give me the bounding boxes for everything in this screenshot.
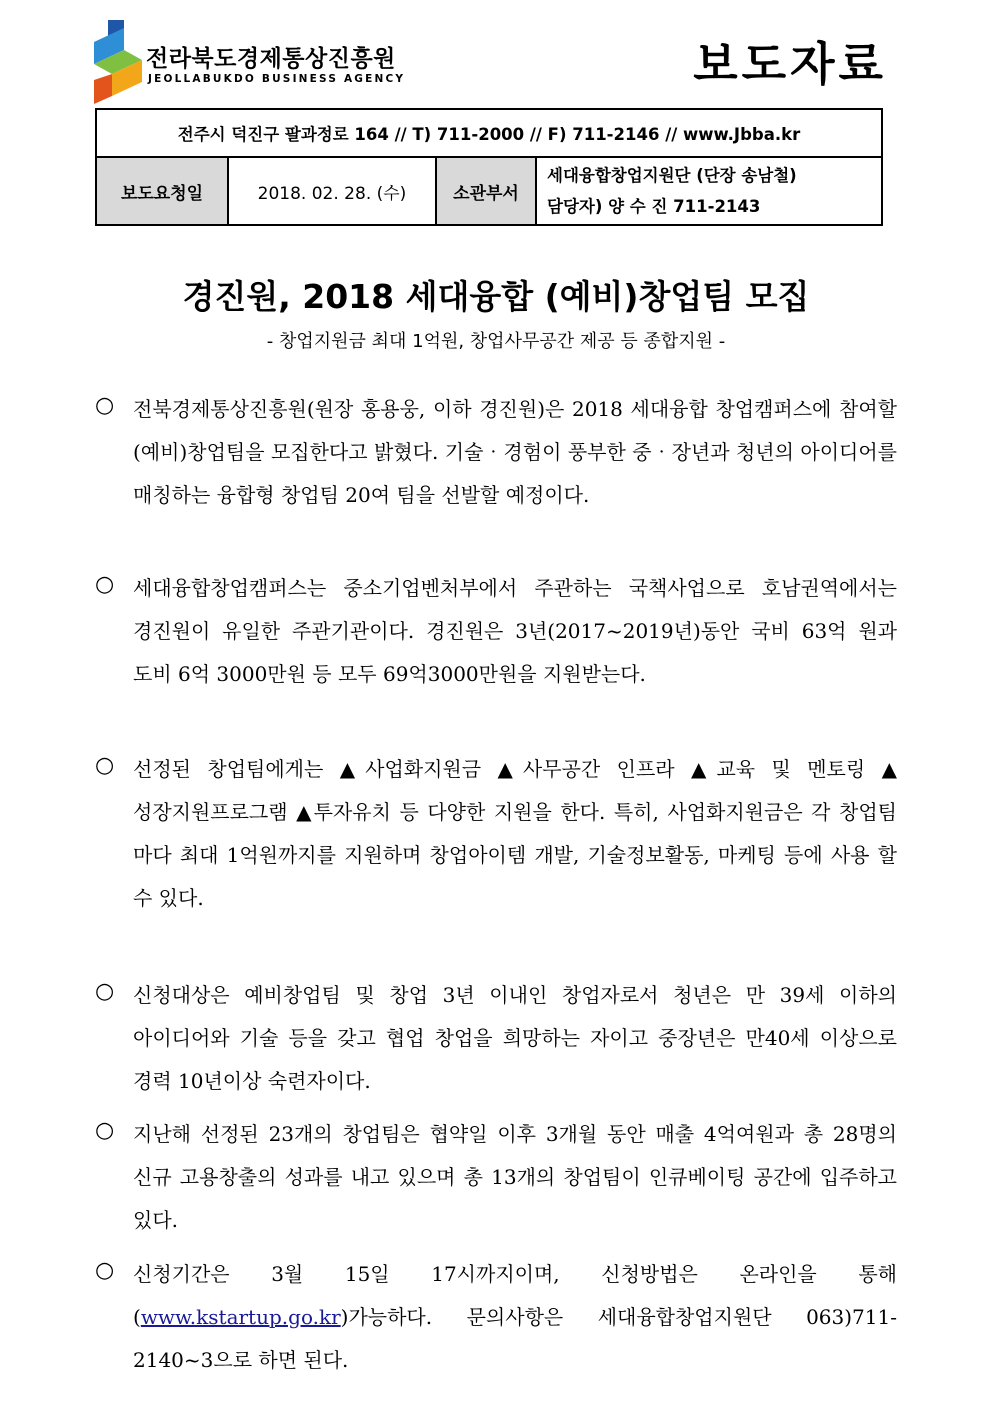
article-paragraph (95, 748, 897, 920)
paragraph-text: 세대융합창업캠퍼스는 중소기업벤처부에서 주관하는 국책사업으로 호남권역에서는 경진원이 유일한 주관기관이다. 경진원은 3년(2017~2019년)동안 국비 63억 원과 도비 6억 3000만원 등 모두 69억3000만원을 지원받는다. (133, 576, 897, 686)
bullet-circle-icon: ○ (95, 572, 115, 597)
article-subheadline: - 창업지원금 최대 1억원, 창업사무공간 제공 등 종합지원 - (266, 331, 726, 352)
paragraph-text-after-link: )가능하다. 문의사항은 세대융합창업지원단 063)711-2140~3으로 하면 된다. (133, 1305, 897, 1372)
press-info-table (95, 108, 883, 226)
article-paragraph (95, 567, 897, 696)
agency-name-english: JEOLLABUKDO BUSINESS AGENCY (148, 73, 406, 85)
department-label: 소관부서 (436, 157, 536, 225)
paragraph-text: 지난해 선정된 23개의 창업팀은 협약일 이후 3개월 동안 매출 4억여원과 총 28명의 신규 고용창출의 성과를 내고 있으며 총 13개의 창업팀이 인큐베이팅 공간에 입주하고 있다. (133, 1122, 897, 1232)
article-paragraph (95, 388, 897, 517)
article-headline: 경진원, 2018 세대융합 (예비)창업팀 모집 (182, 277, 810, 316)
document-type-title: 보도자료 (693, 37, 887, 91)
article-paragraph (95, 1113, 897, 1242)
department-info (536, 157, 882, 225)
paragraph-text-before-link: 신청기간은 3월 15일 17시까지이며, 신청방법은 온라인을 통해 ( (133, 1262, 897, 1329)
bullet-circle-icon: ○ (95, 1258, 115, 1283)
article-paragraph (95, 974, 897, 1103)
bullet-circle-icon: ○ (95, 393, 115, 418)
bullet-circle-icon: ○ (95, 753, 115, 778)
paragraph-text: 전북경제통상진흥원(원장 홍용웅, 이하 경진원)은 2018 세대융합 창업캠퍼스에 참여할 (예비)창업팀을 모집한다고 밝혔다. 기술‧경험이 풍부한 중‧장년과 청년의 아이디어를 매칭하는 융합형 창업팀 20여 팀을 선발할 예정이다. (133, 397, 897, 507)
release-date-value: 2018. 02. 28. (수) (228, 157, 436, 225)
article-paragraph (95, 1253, 897, 1382)
paragraph-text: 신청대상은 예비창업팀 및 창업 3년 이내인 창업자로서 청년은 만 39세 이하의 아이디어와 기술 등을 갖고 협업 창업을 희망하는 자이고 중장년은 만40세 이상으로 경력 10년이상 숙련자이다. (133, 983, 897, 1093)
paragraph-text (133, 1253, 897, 1382)
agency-logo (94, 20, 414, 105)
paragraph-text: 선정된 창업팀에게는 ▲사업화지원금 ▲사무공간 인프라 ▲교육 및 멘토링 ▲성장지원프로그램 ▲투자유치 등 다양한 지원을 한다. 특히, 사업화지원금은 각 창업팀 마다 최대 1억원까지를 지원하며 창업아이템 개발, 기술정보활동, 마케팅 등에 사용 할 수 있다. (133, 757, 897, 910)
kstartup-link[interactable]: www.kstartup.go.kr (140, 1305, 341, 1329)
bullet-circle-icon: ○ (95, 1118, 115, 1143)
contact-address: 전주시 덕진구 팔과정로 164 // T) 711-2000 // F) 711-2146 // www.Jbba.kr (96, 109, 882, 157)
bullet-circle-icon: ○ (95, 979, 115, 1004)
department-contact: 담당자) 양 수 진 711-2143 (547, 197, 761, 216)
agency-name-korean: 전라북도경제통상진흥원 (146, 46, 396, 72)
agency-logo-icon (94, 20, 144, 104)
department-name: 세대융합창업지원단 (단장 송남철) (547, 166, 797, 185)
release-date-label: 보도요청일 (96, 157, 228, 225)
